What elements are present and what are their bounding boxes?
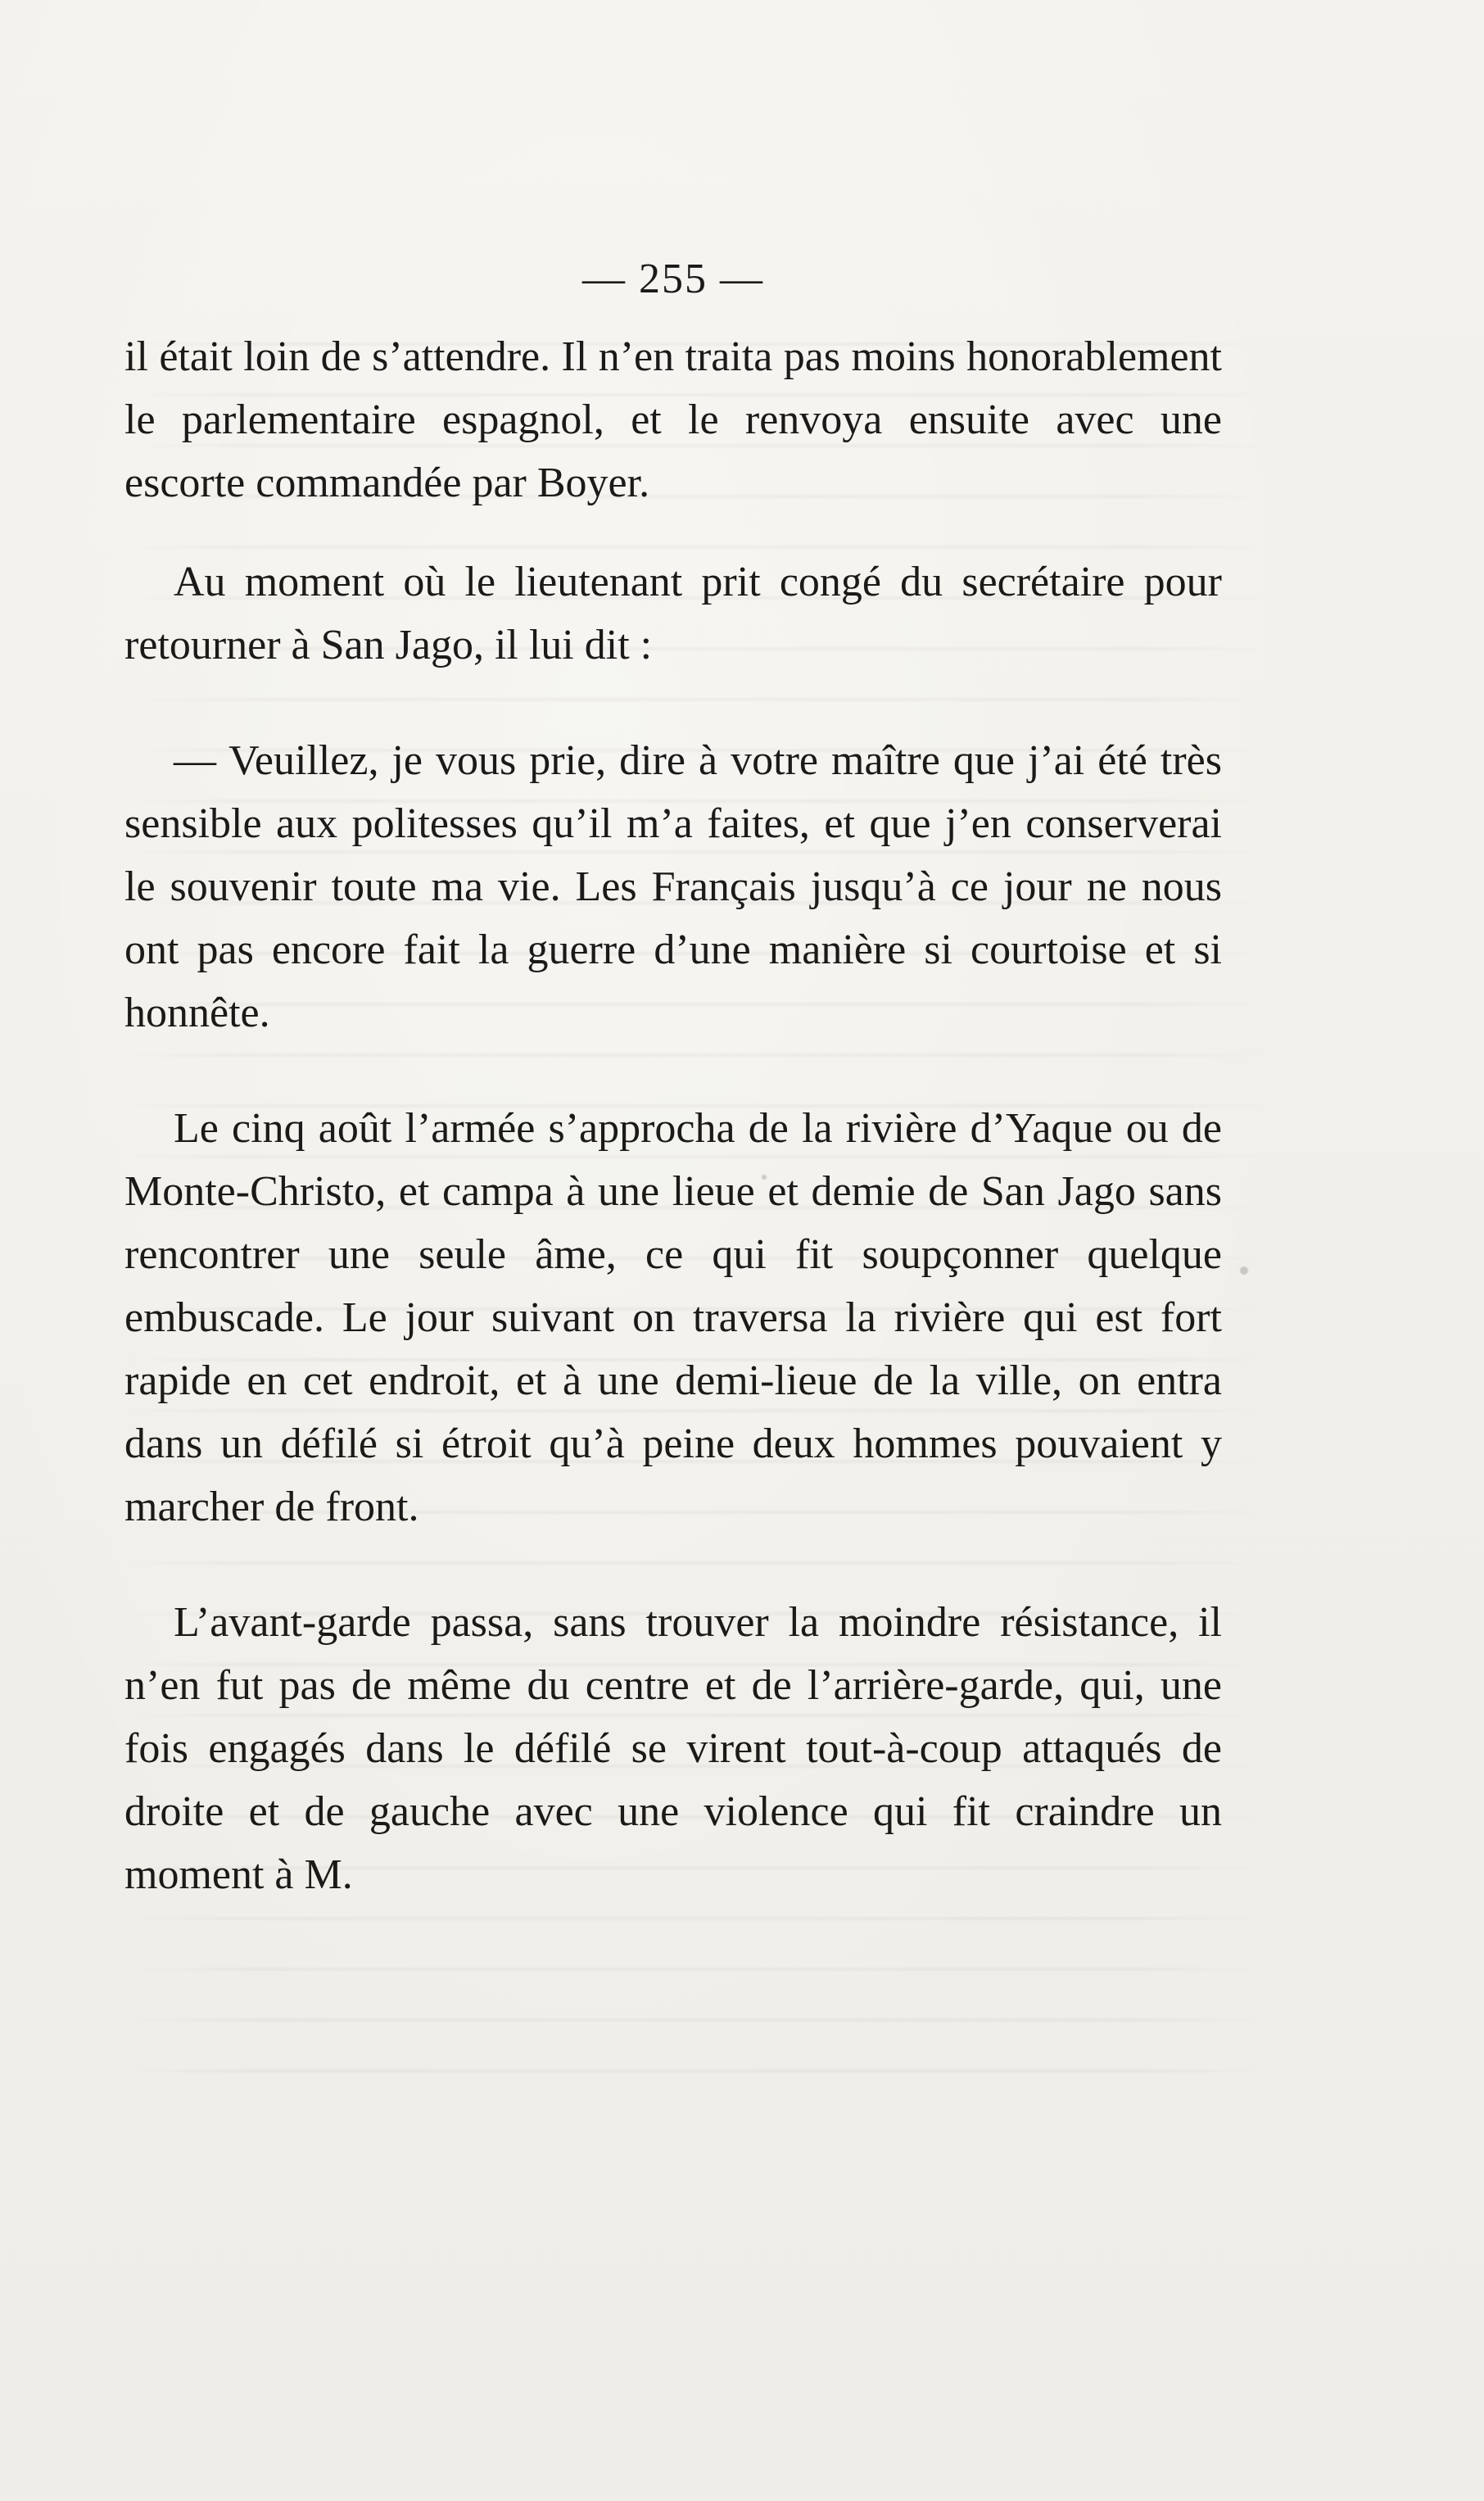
page-number: — 255 — xyxy=(582,256,764,302)
paragraph-spacer xyxy=(124,514,1222,550)
paragraph-2: Au moment où le lieutenant prit congé du secrétaire pour retourner à San Jago, il lui dit : xyxy=(124,559,1222,668)
paragraph-spacer xyxy=(124,1538,1222,1591)
paragraph-4: Le cinq août l’armée s’approcha de la rivière d’Yaque ou de Monte-Christo, et campa à une lieue et demie de San Jago sans rencontrer une seule âme, ce qui fit soupçonner quelque embuscade. Le jour suivant on traversa la rivière qui est fort rapide en cet endroit, et à une demi-lieue de la ville, on entra dans un défilé si étroit qu’à peine deux hommes pouvaient y marcher de front. xyxy=(124,1105,1222,1530)
paper-speck xyxy=(1240,1266,1248,1275)
paragraph-spacer xyxy=(124,1044,1222,1097)
paragraph-spacer xyxy=(124,677,1222,729)
paragraph-5: L’avant-garde passa, sans trouver la moindre résistance, il n’en fut pas de même du centre et de l’arrière-garde, qui, une fois engagés dans le défilé se virent tout-à-coup attaqués de droite et de gauche avec une violence qui fit craindre un moment à M. xyxy=(124,1599,1222,1898)
paper-speck xyxy=(762,1175,767,1180)
page-content xyxy=(124,258,1222,1906)
paragraph-1: il était loin de s’attendre. Il n’en traita pas moins honorablement le parlementaire espagnol, et le renvoya ensuite avec une escorte commandée par Boyer. xyxy=(124,333,1222,506)
paragraph-3-dialogue: — Veuillez, je vous prie, dire à votre maître que j’ai été très sensible aux politesses qu’il m’a faites, et que j’en conserverai le souvenir toute ma vie. Les Français jusqu’à ce jour ne nous ont pas encore fait la guerre d’une manière si courtoise et si honnête. xyxy=(124,737,1222,1036)
